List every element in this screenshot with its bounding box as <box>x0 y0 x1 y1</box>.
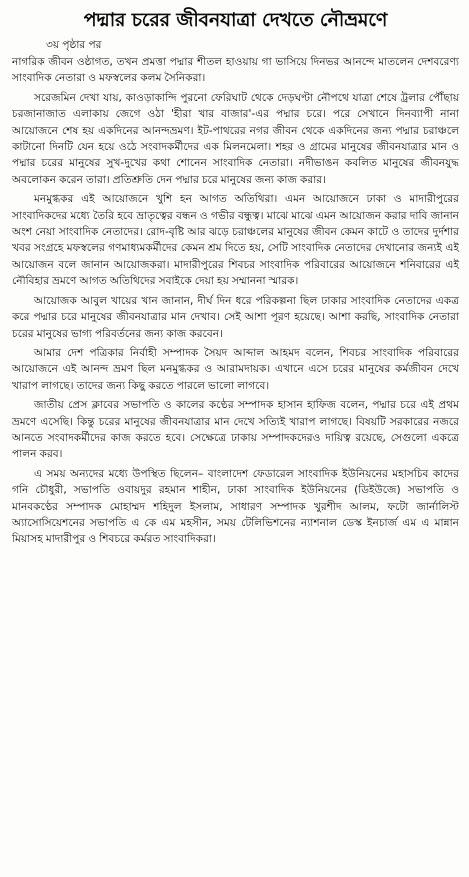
paragraph: আমার দেশ পত্রিকার নির্বাহী সম্পাদক সৈয়দ আব্দাল আহমদ বলেন, শিবচর সাংবাদিক পরিবারের আয়োজনে এই আনন্দ ভ্রমণ ছিল মনমুগ্ধকর ও আরামদায়ক। এখানে এসে চরের মানুষের কর্মজীবন দেখে খারাপ লাগছে। তাদের জন্য কিছু করতে পারলে ভালো লাগবে। <box>12 346 459 392</box>
paragraph: সরেজমিন দেখা যায়, কাওড়াকান্দি পুরনো ফেরিঘাট থেকে দেড়ঘণ্টা নৌপথে যাত্রা শেষে ট্রলার পৌঁছায় চরজানাজাত এলাকায় জেগে ওঠা 'হীরা খার বাজার'-এর পদ্মার চরে। পরে সেখানে দিনব্যাপী নানা আয়োজনে শেষ হয় একদিনের আনন্দভ্রমণ। ইট-পাথরের নগর জীবন থেকে একদিনের জন্য পদ্মার চরাঞ্চলে কাটানো দিনটি যেন হয়ে ওঠে সংবাদকর্মীদের এক মিলনমেলা। শহর ও গ্রামের মানুষের জীবনযাত্রার মান ও পদ্মার চরের মানুষের সুখ-দুখের কথা শোনেন সাংবাদিক নেতারা। নদীভাঙন কবলিত মানুষের জীবনযুদ্ধ অবলোকন করেন তারা। প্রতিশ্রুতি দেন পদ্মার চরে মানুষের জন্য কাজ করার। <box>12 91 459 186</box>
paragraph: এ সময় অন্যদের মধ্যে উপস্থিত ছিলেন– বাংলাদেশ ফেডারেল সাংবাদিক ইউনিয়নের মহাসচিব কাদের গনি চৌধুরী, সভাপতি ওবায়দুর রহমান শাহীন, ঢাকা সাংবাদিক ইউনিয়নের (ডিইউজে) সভাপতি ও মানবকণ্ঠের সম্পাদক মোহাম্মদ শহিদুল ইসলাম, সাধারণ সম্পাদক খুরশীদ আলম, ফটো জার্নালিস্ট অ্যাসোসিয়েশনের সভাপতি এ কে এম মহসীন, সময় টেলিভিশনের ন্যাশনাল ডেস্ক ইনচার্জ এম এ মান্নান মিয়াসহ মাদারীপুর ও শিবচরে কর্মরত সাংবাদিকরা। <box>12 467 459 546</box>
paragraph: জাতীয় প্রেস ক্লাবের সভাপতি ও কালের কণ্ঠের সম্পাদক হাসান হাফিজ বলেন, পদ্মার চরে এই প্রথম ভ্রমণে এসেছি। কিন্তু চরের মানুষের জীবনযাত্রার মান দেখে সত্যিই খারাপ লাগছে। বিষয়টি সরকারের নজরে আনতে সংবাদকর্মীদের কাজ করতে হবে। সেক্ষেত্রে ঢাকায় সম্পাদকদেরও দায়িত্ব রয়েছে, সেগুলো একত্রে পালন করব। <box>12 399 459 461</box>
continued-from-note: ৩য় পৃষ্ঠার পর <box>46 39 102 51</box>
article-body <box>12 54 459 548</box>
cut-off-next-line <box>32 869 392 877</box>
paragraph: মনমুগ্ধকর এই আয়োজনে খুশি হন আগত অতিথিরা। এমন আয়োজনে ঢাকা ও মাদারীপুরের সাংবাদিকদের মধ্যে তৈরি হবে ভ্রাতৃত্বের বন্ধন ও গভীর বন্ধুত্ব। মাঝে মাঝে এমন আয়োজন করার দাবি জানান অংশ নেয়া সাংবাদিক নেতাদের। রোদ-বৃষ্টি আর ঝড়ে চরাঞ্চলের মানুষের জীবন কেমন কাটে ও তাদের দুর্দশার খবর সংগ্রহে মফস্বলের গণমাধ্যমকর্মীদের কেমন শ্রম দিতে হয়, সেটি সাংবাদিক নেতাদের দেখানোর জন্যই এই আয়োজন বলে জানান আয়োজকরা। মাদারীপুরের শিবচর সাংবাদিক পরিবারের আয়োজনে শনিবারের এই নৌবিহার ভ্রমণে আগত অতিথিদের সবাইকে দেয়া হয় সম্মাননা স্মারক। <box>12 193 459 288</box>
paragraph: আয়োজক আবুল খায়ের খান জানান, দীর্ঘ দিন ধরে পরিকল্পনা ছিল ঢাকার সাংবাদিক নেতাদের একত্র করে পদ্মার চরে মানুষের জীবনযাত্রার মান দেখাব। সেই আশা পূরণ হয়েছে। আশা করছি, সাংবাদিক নেতারা চরের মানুষের ভাগ্য পরিবর্তনের জন্য কাজ করবেন। <box>12 294 459 340</box>
headline: পদ্মার চরের জীবনযাত্রা দেখতে নৌভ্রমণে <box>83 9 388 31</box>
paragraph: নাগরিক জীবন ওষ্ঠাগত, তখন প্রমত্তা পদ্মার শীতল হাওয়ায় গা ভাসিয়ে দিনভর আনন্দে মাতলেন দেশবরেণ্য সাংবাদিক নেতারা ও মফস্বলের কলম সৈনিকরা। <box>12 56 459 85</box>
